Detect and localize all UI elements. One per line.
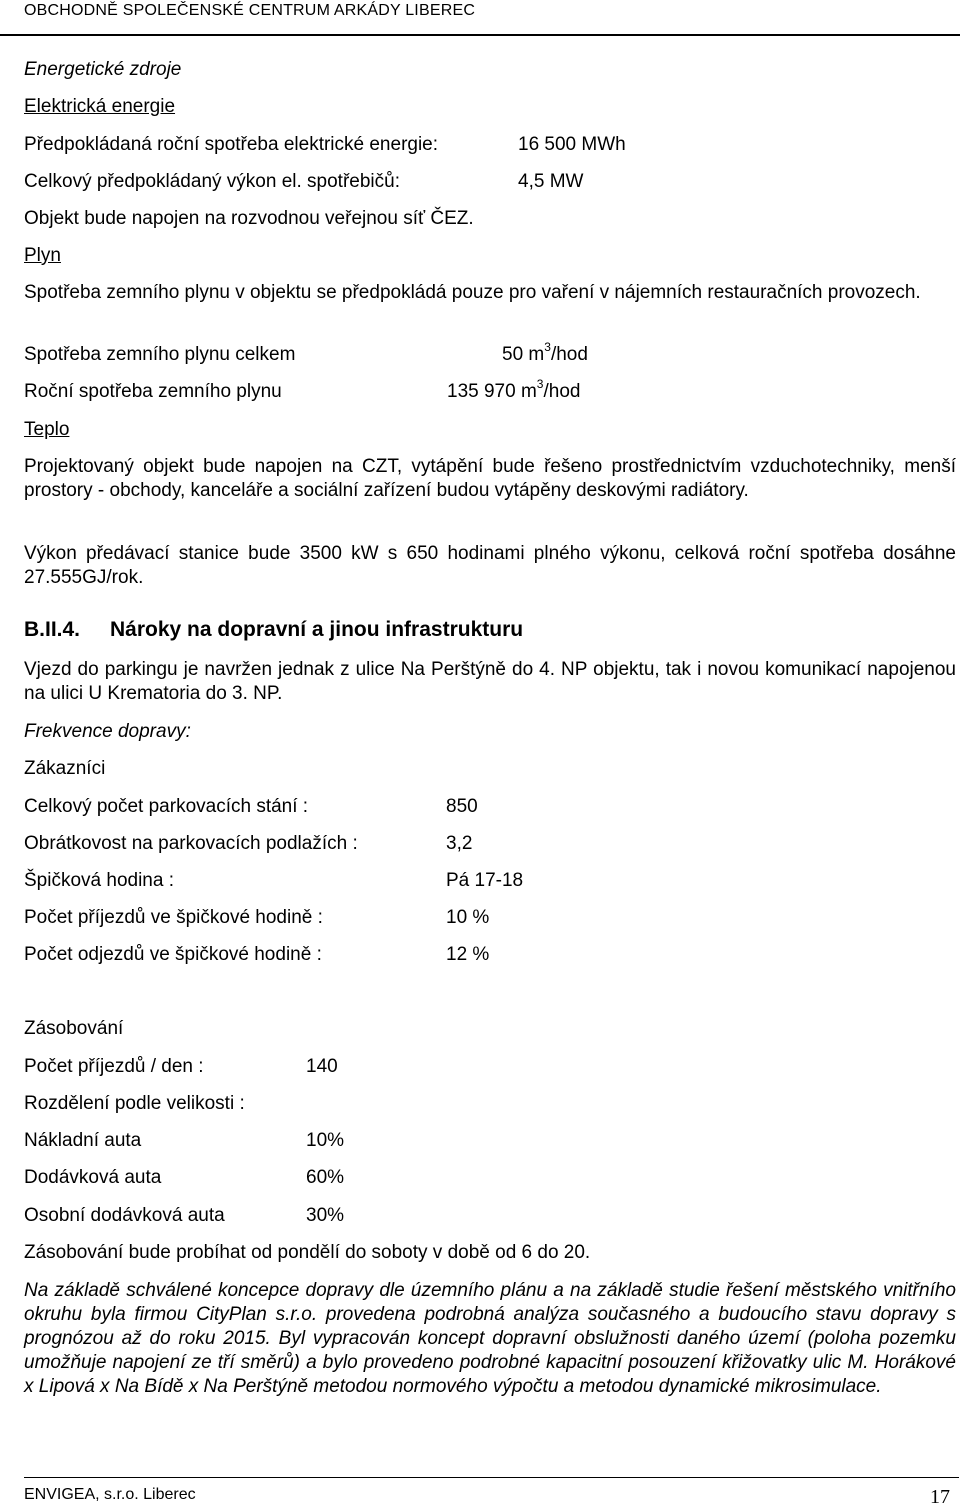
supply-row-label: Osobní dodávková auta [24,1205,225,1226]
customers-row-label: Celkový počet parkovacích stání : [24,796,309,817]
electricity-annual-value: 16 500 MWh [518,134,626,155]
electricity-connection: Objekt bude napojen na rozvodnou veřejnou síť ČEZ. [24,208,474,229]
gas-total-value: 50 $m^3$/hod [502,339,588,365]
page-header [0,0,960,36]
page-number: 17 [930,1486,950,1508]
gas-heading: Plyn [24,245,61,266]
supply-row-value: 10% [306,1130,345,1151]
heat-heading: Teplo [24,419,70,440]
footer-rule [24,1477,959,1478]
customers-row-label: Počet příjezdů ve špičkové hodině : [24,907,323,928]
footer-company: ENVIGEA, s.r.o. Liberec [24,1486,196,1503]
gas-text: Spotřeba zemního plynu v objektu se předpokládá pouze pro vaření v nájemních restauračních provozech. [24,282,921,303]
header-title: OBCHODNĚ SPOLEČENSKÉ CENTRUM ARKÁDY LIBEREC [24,2,476,19]
gas-annual-value: 135 970 $m^3$/hod [447,376,581,402]
customers-heading: Zákazníci [24,758,106,779]
customers-row-label: Počet odjezdů ve špičkové hodině : [24,944,322,965]
supply-schedule: Zásobování bude probíhat od pondělí do soboty v době od 6 do 20. [24,1242,591,1263]
customers-row-label: Špičková hodina : [24,870,174,891]
supply-row-label: Dodávková auta [24,1167,162,1188]
electricity-annual-label: Předpokládaná roční spotřeba elektrické energie: [24,134,439,155]
electricity-power-label: Celkový předpokládaný výkon el. spotřebičů: [24,171,400,192]
header-rule [0,34,960,36]
heat-text-1: Projektovaný objekt bude napojen na CZT, vytápění bude řešeno prostřednictvím vzduchotechniky, menší prostory - obchody, kanceláře a sociální zařízení budou vytápěny deskovými radiátory. [24,456,956,501]
supply-arrivals-value: 140 [306,1056,338,1077]
supply-arrivals-label: Počet příjezdů / den : [24,1056,204,1077]
electricity-power-value: 4,5 MW [518,171,584,192]
customers-row-label: Obrátkovost na parkovacích podlažích : [24,833,358,854]
heat-text-2: Výkon předávací stanice bude 3500 kW s 650 hodinami plného výkonu, celková roční spotřeba dosáhne 27.555GJ/rok. [24,543,956,588]
customers-row-value: Pá 17-18 [446,870,524,891]
supply-row-value: 60% [306,1167,345,1188]
customers-row-value: 850 [446,796,478,817]
electricity-heading: Elektrická energie [24,96,176,117]
supply-heading: Zásobování [24,1018,124,1039]
section-intro: Vjezd do parkingu je navržen jednak z ulice Na Perštýně do 4. NP objektu, tak i novou komunikací napojenou na ulici U Krematoria do 3. NP. [24,659,956,704]
gas-total-label: Spotřeba zemního plynu celkem [24,344,296,365]
gas-annual-label: Roční spotřeba zemního plynu [24,381,282,402]
supply-split-label: Rozdělení podle velikosti : [24,1093,245,1114]
section-title: Nároky na dopravní a jinou infrastrukturu [110,618,524,641]
traffic-study-paragraph: Na základě schválené koncepce dopravy dle územního plánu a na základě studie řešení městského vnitřního okruhu byla firmou CityPlan s.r.o. provedena podrobná analýza současného a budoucího stavu dopravy s prognózou až do roku 2015. Byl vypracován koncept dopravní obslužnosti daného území (poloha pozemku umožňuje napojení ze tří směrů) a bylo provedeno podrobné kapacitní posouzení křižovatky ulic M. Horákové x Lipová x Na Bídě x Na Perštýně metodou normového výpočtu a metodou dynamické mikrosimulace. [24,1280,956,1397]
frequency-label: Frekvence dopravy: [24,721,191,742]
supply-row-value: 30% [306,1205,345,1226]
energy-heading: Energetické zdroje [24,59,182,80]
customers-row-value: 10 % [446,907,490,928]
customers-row-value: 12 % [446,944,490,965]
section-number: B.II.4. [24,618,81,641]
supply-row-label: Nákladní auta [24,1130,142,1151]
customers-row-value: 3,2 [446,833,473,854]
